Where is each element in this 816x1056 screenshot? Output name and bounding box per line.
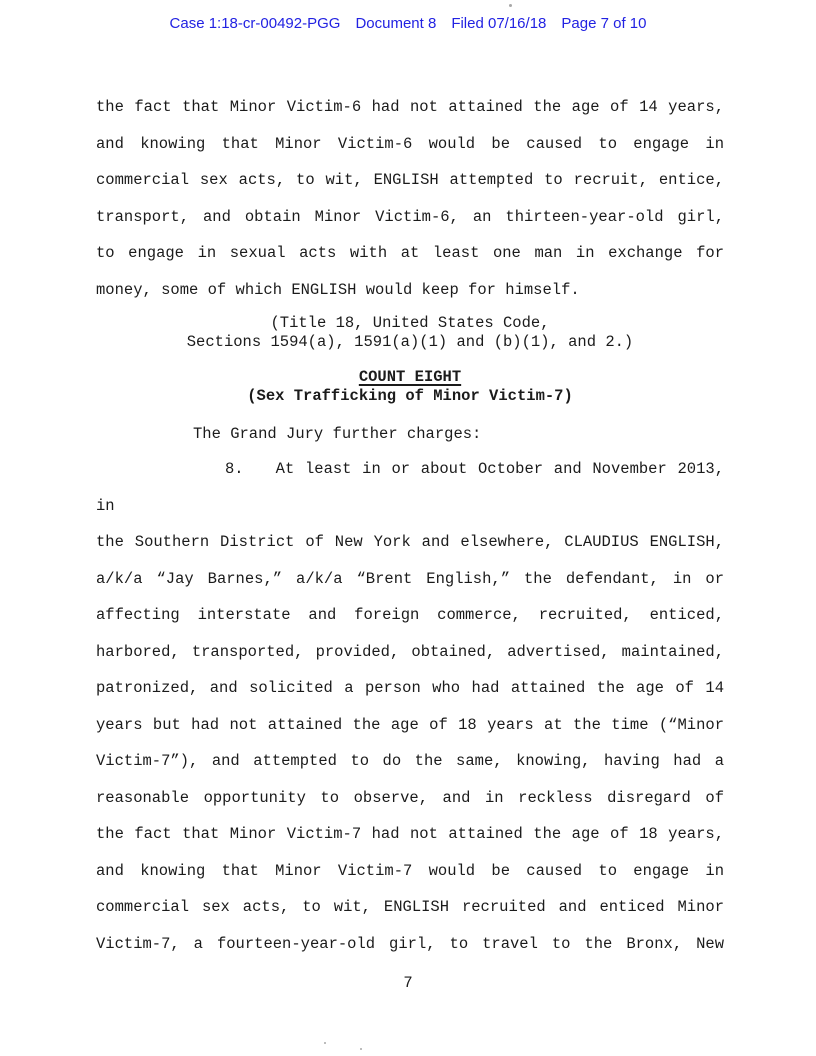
text-line: patronized, and solicited a person who had attained the age of 14 [96, 679, 724, 697]
paragraph-8 [96, 451, 734, 962]
paragraph-victim6 [96, 89, 724, 308]
citation-line: Sections 1594(a), 1591(a)(1) and (b)(1), and 2.) [186, 332, 634, 351]
text-line: reasonable opportunity to observe, and in reckless disregard of [96, 788, 724, 807]
text-line: transport, and obtain Minor Victim-6, an thirteen-year-old girl, [96, 207, 724, 226]
document-number: Document 8 [355, 15, 437, 32]
text-line: harbored, transported, provided, obtained, advertised, maintained, [96, 642, 724, 661]
count-subtitle: (Sex Trafficking of Minor Victim-7) [247, 386, 573, 405]
case-number: Case 1:18-cr-00492-PGG [169, 15, 341, 32]
text-line: and knowing that Minor Victim-6 would be caused to engage in [96, 134, 724, 153]
text-line: and knowing that Minor Victim-7 would be caused to engage in [96, 861, 724, 880]
text-line: The Grand Jury further charges: [193, 425, 482, 443]
text-line: commercial sex acts, to wit, ENGLISH attempted to recruit, entice, [96, 171, 724, 189]
text-line: the Southern District of New York and elsewhere, CLAUDIUS ENGLISH, [96, 533, 724, 551]
scan-speck [324, 1042, 326, 1044]
text-line: to engage in sexual acts with at least one man in exchange for [96, 244, 724, 262]
citation-line: (Title 18, United States Code, [270, 314, 550, 332]
text-line: commercial sex acts, to wit, ENGLISH recruited and enticed Minor [96, 898, 724, 916]
case-header [0, 15, 816, 32]
filed-date: Filed 07/16/18 [451, 15, 547, 32]
scan-speck [360, 1048, 362, 1050]
statute-citation [96, 314, 724, 351]
text-line: the fact that Minor Victim-7 had not attained the age of 18 years, [96, 825, 724, 843]
text-line: money, some of which ENGLISH would keep for himself. [96, 280, 580, 299]
page-number: 7 [403, 974, 413, 992]
text-line: affecting interstate and foreign commerce, recruited, enticed, [96, 606, 724, 624]
text-line: Victim-7, a fourteen-year-old girl, to travel to the Bronx, New [96, 934, 724, 953]
charge-intro [96, 416, 724, 453]
scan-speck [509, 4, 512, 7]
text-line: Victim-7”), and attempted to do the same, knowing, having had a [96, 752, 724, 770]
text-line: the fact that Minor Victim-6 had not attained the age of 14 years, [96, 98, 724, 116]
count-heading [96, 368, 724, 405]
text-line: years but had not attained the age of 18 years at the time (“Minor [96, 715, 724, 734]
page-indicator: Page 7 of 10 [561, 15, 647, 32]
text-line: a/k/a “Jay Barnes,” a/k/a “Brent English,” the defendant, in or [96, 569, 724, 588]
count-title: COUNT EIGHT [358, 368, 462, 386]
text-line: 8. At least in or about October and November 2013, in [96, 460, 734, 515]
